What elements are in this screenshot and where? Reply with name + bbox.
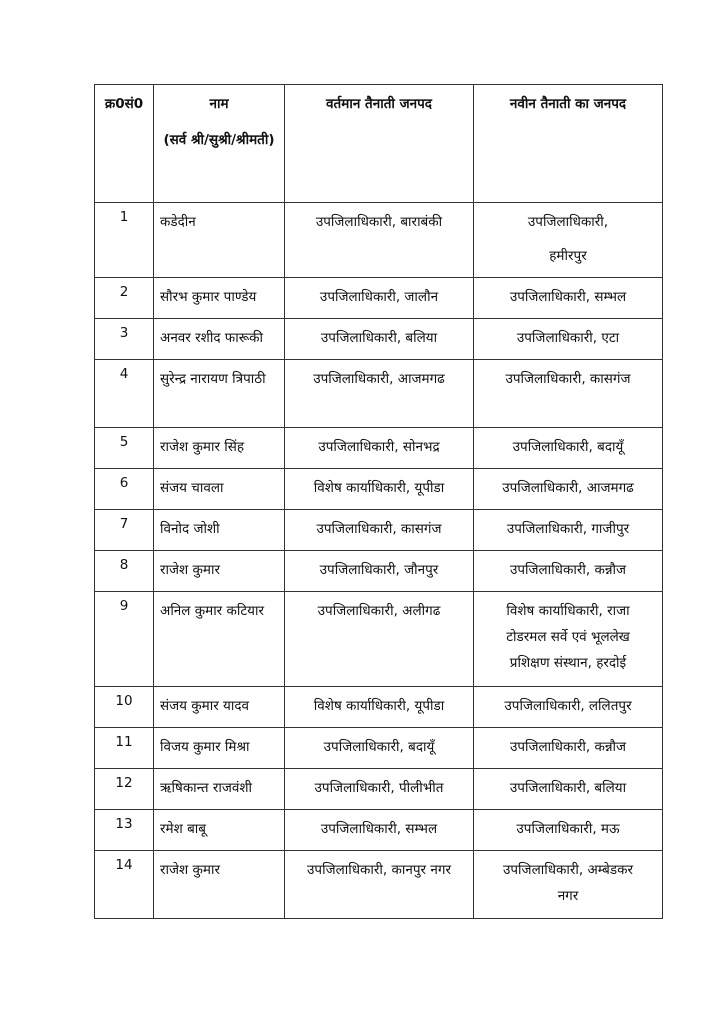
- name-cell: अनवर रशीद फारूकी: [154, 319, 285, 360]
- name-cell: ऋषिकान्त राजवंशी: [154, 769, 285, 810]
- name-cell: सौरभ कुमार पाण्डेय: [154, 278, 285, 319]
- table-row: [95, 428, 663, 469]
- new-posting-cell: उपजिलाधिकारी, ललितपुर: [474, 687, 663, 728]
- new-posting-cell: उपजिलाधिकारी, मऊ: [474, 810, 663, 851]
- name-cell: राजेश कुमार: [154, 851, 285, 919]
- table-row: [95, 203, 663, 278]
- table-row: [95, 592, 663, 687]
- new-posting-cell: उपजिलाधिकारी, आजमगढ: [474, 469, 663, 510]
- current-posting-cell: उपजिलाधिकारी, जालौन: [285, 278, 474, 319]
- new-posting-cell: उपजिलाधिकारी, गाजीपुर: [474, 510, 663, 551]
- serial-cell: 2: [95, 278, 154, 319]
- new-posting-cell: उपजिलाधिकारी, कासगंज: [474, 360, 663, 428]
- table-row: [95, 319, 663, 360]
- current-posting-cell: उपजिलाधिकारी, जौनपुर: [285, 551, 474, 592]
- serial-cell: 3: [95, 319, 154, 360]
- serial-cell: 11: [95, 728, 154, 769]
- header-current-posting: वर्तमान तैनाती जनपद: [285, 85, 474, 203]
- serial-cell: 4: [95, 360, 154, 428]
- serial-cell: 1: [95, 203, 154, 278]
- current-posting-cell: उपजिलाधिकारी, कासगंज: [285, 510, 474, 551]
- current-posting-cell: विशेष कार्याधिकारी, यूपीडा: [285, 687, 474, 728]
- table-header: [95, 85, 663, 203]
- new-posting-cell: उपजिलाधिकारी, अम्बेडकर नगर: [474, 851, 663, 919]
- serial-cell: 12: [95, 769, 154, 810]
- serial-cell: 10: [95, 687, 154, 728]
- transfer-table: [94, 84, 663, 919]
- serial-cell: 14: [95, 851, 154, 919]
- current-posting-cell: उपजिलाधिकारी, सोनभद्र: [285, 428, 474, 469]
- header-row: [95, 85, 663, 203]
- current-posting-cell: विशेष कार्याधिकारी, यूपीडा: [285, 469, 474, 510]
- table-row: [95, 851, 663, 919]
- serial-cell: 7: [95, 510, 154, 551]
- new-posting-cell: उपजिलाधिकारी, कन्नौज: [474, 728, 663, 769]
- new-posting-cell: विशेष कार्याधिकारी, राजा टोडरमल सर्वे एवं भूललेख प्रशिक्षण संस्थान, हरदोई: [474, 592, 663, 687]
- name-cell: विजय कुमार मिश्रा: [154, 728, 285, 769]
- new-posting-cell: उपजिलाधिकारी, हमीरपुर: [474, 203, 663, 278]
- serial-cell: 6: [95, 469, 154, 510]
- new-posting-cell: उपजिलाधिकारी, सम्भल: [474, 278, 663, 319]
- current-posting-cell: उपजिलाधिकारी, अलीगढ: [285, 592, 474, 687]
- name-cell: संजय कुमार यादव: [154, 687, 285, 728]
- name-cell: विनोद जोशी: [154, 510, 285, 551]
- serial-cell: 9: [95, 592, 154, 687]
- current-posting-cell: उपजिलाधिकारी, कानपुर नगर: [285, 851, 474, 919]
- serial-cell: 13: [95, 810, 154, 851]
- table-row: [95, 510, 663, 551]
- name-cell: संजय चावला: [154, 469, 285, 510]
- name-cell: अनिल कुमार कटियार: [154, 592, 285, 687]
- new-posting-cell: उपजिलाधिकारी, एटा: [474, 319, 663, 360]
- current-posting-cell: उपजिलाधिकारी, बाराबंकी: [285, 203, 474, 278]
- serial-cell: 8: [95, 551, 154, 592]
- name-cell: राजेश कुमार: [154, 551, 285, 592]
- name-cell: कडेदीन: [154, 203, 285, 278]
- table-row: [95, 360, 663, 428]
- new-posting-cell: उपजिलाधिकारी, बलिया: [474, 769, 663, 810]
- current-posting-cell: उपजिलाधिकारी, बलिया: [285, 319, 474, 360]
- table-row: [95, 278, 663, 319]
- current-posting-cell: उपजिलाधिकारी, पीलीभीत: [285, 769, 474, 810]
- serial-cell: 5: [95, 428, 154, 469]
- table-body: [95, 203, 663, 919]
- table-row: [95, 810, 663, 851]
- name-cell: राजेश कुमार सिंह: [154, 428, 285, 469]
- header-new-posting: नवीन तैनाती का जनपद: [474, 85, 663, 203]
- table-row: [95, 469, 663, 510]
- current-posting-cell: उपजिलाधिकारी, आजमगढ: [285, 360, 474, 428]
- name-cell: रमेश बाबू: [154, 810, 285, 851]
- name-cell: सुरेन्द्र नारायण त्रिपाठी: [154, 360, 285, 428]
- header-name-sub: (सर्व श्री/सुश्री/श्रीमती): [163, 132, 275, 148]
- table-row: [95, 687, 663, 728]
- new-posting-cell: उपजिलाधिकारी, बदायूँ: [474, 428, 663, 469]
- current-posting-cell: उपजिलाधिकारी, बदायूँ: [285, 728, 474, 769]
- table-row: [95, 769, 663, 810]
- current-posting-cell: उपजिलाधिकारी, सम्भल: [285, 810, 474, 851]
- header-serial: क्र0सं0: [95, 85, 154, 203]
- table-row: [95, 551, 663, 592]
- header-name: नाम (सर्व श्री/सुश्री/श्रीमती): [154, 85, 285, 203]
- new-posting-cell: उपजिलाधिकारी, कन्नौज: [474, 551, 663, 592]
- table-row: [95, 728, 663, 769]
